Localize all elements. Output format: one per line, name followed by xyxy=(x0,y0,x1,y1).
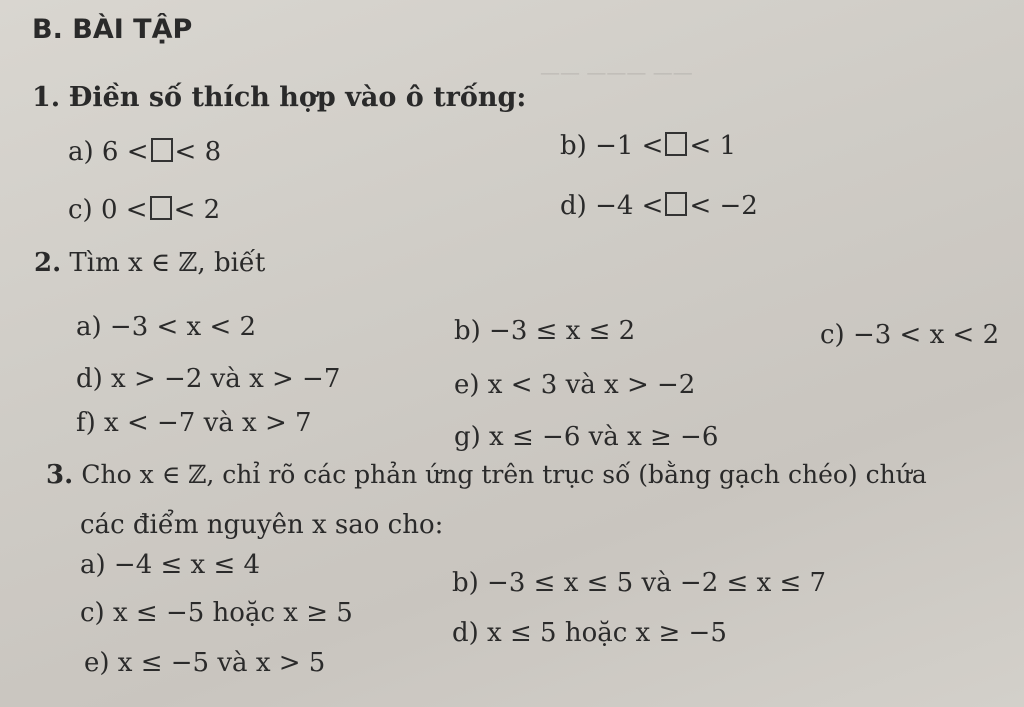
q1-item-d xyxy=(560,192,758,219)
q2-item-f: f) x < −7 và x > 7 xyxy=(76,408,312,438)
q2-text: Tìm x ∈ ℤ, biết xyxy=(69,248,266,278)
q1-text: Điền số thích hợp vào ô trống: xyxy=(68,82,527,113)
q1c-label: c) xyxy=(68,195,93,225)
q2-item-c: c) −3 < x < 2 xyxy=(820,320,1000,350)
q3-item-d: d) x ≤ 5 hoặc x ≥ −5 xyxy=(452,618,727,648)
q3-number: 3. xyxy=(46,460,74,490)
q1d-label: d) xyxy=(560,191,587,221)
q1-number: 1. xyxy=(32,82,61,113)
q1-item-c xyxy=(68,196,220,223)
q2-item-a: a) −3 < x < 2 xyxy=(76,312,257,342)
q1-heading xyxy=(32,84,526,111)
section-title: B. BÀI TẬP xyxy=(32,14,193,45)
q3-item-b: b) −3 ≤ x ≤ 5 và −2 ≤ x ≤ 7 xyxy=(452,568,827,598)
q3-heading xyxy=(46,462,927,488)
q2-item-g: g) x ≤ −6 và x ≥ −6 xyxy=(454,422,719,452)
q1-item-a xyxy=(68,138,221,165)
q1b-label: b) xyxy=(560,131,587,161)
q3-text-line2: các điểm nguyên x sao cho: xyxy=(80,510,444,540)
q3-item-a: a) −4 ≤ x ≤ 4 xyxy=(80,550,261,580)
q2-heading xyxy=(34,250,265,276)
q1-item-b xyxy=(560,132,736,159)
q2-item-d: d) x > −2 và x > −7 xyxy=(76,364,341,394)
q1d-right: < −2 xyxy=(689,191,758,221)
q1a-label: a) xyxy=(68,137,94,167)
q3-item-c: c) x ≤ −5 hoặc x ≥ 5 xyxy=(80,598,353,628)
q1c-right: < 2 xyxy=(173,195,221,225)
q1d-blank-box[interactable] xyxy=(665,192,687,216)
bleed-through-texture: —— ——— —— xyxy=(540,60,693,84)
q1b-right: < 1 xyxy=(689,131,737,161)
q2-item-e: e) x < 3 và x > −2 xyxy=(454,370,696,400)
q1a-right: < 8 xyxy=(174,137,222,167)
q2-item-b: b) −3 ≤ x ≤ 2 xyxy=(454,316,636,346)
q1d-left: −4 < xyxy=(595,191,664,221)
q1c-left: 0 < xyxy=(100,195,148,225)
q1a-left: 6 < xyxy=(101,137,149,167)
q3-text-line1: Cho x ∈ ℤ, chỉ rõ các phản ứng trên trục số (bằng gạch chéo) chứa xyxy=(81,460,927,489)
q3-item-e: e) x ≤ −5 và x > 5 xyxy=(84,648,326,678)
q2-number: 2. xyxy=(34,248,62,278)
q1a-blank-box[interactable] xyxy=(151,138,173,162)
q1b-blank-box[interactable] xyxy=(665,132,687,156)
q1c-blank-box[interactable] xyxy=(150,196,172,220)
q1b-left: −1 < xyxy=(595,131,664,161)
